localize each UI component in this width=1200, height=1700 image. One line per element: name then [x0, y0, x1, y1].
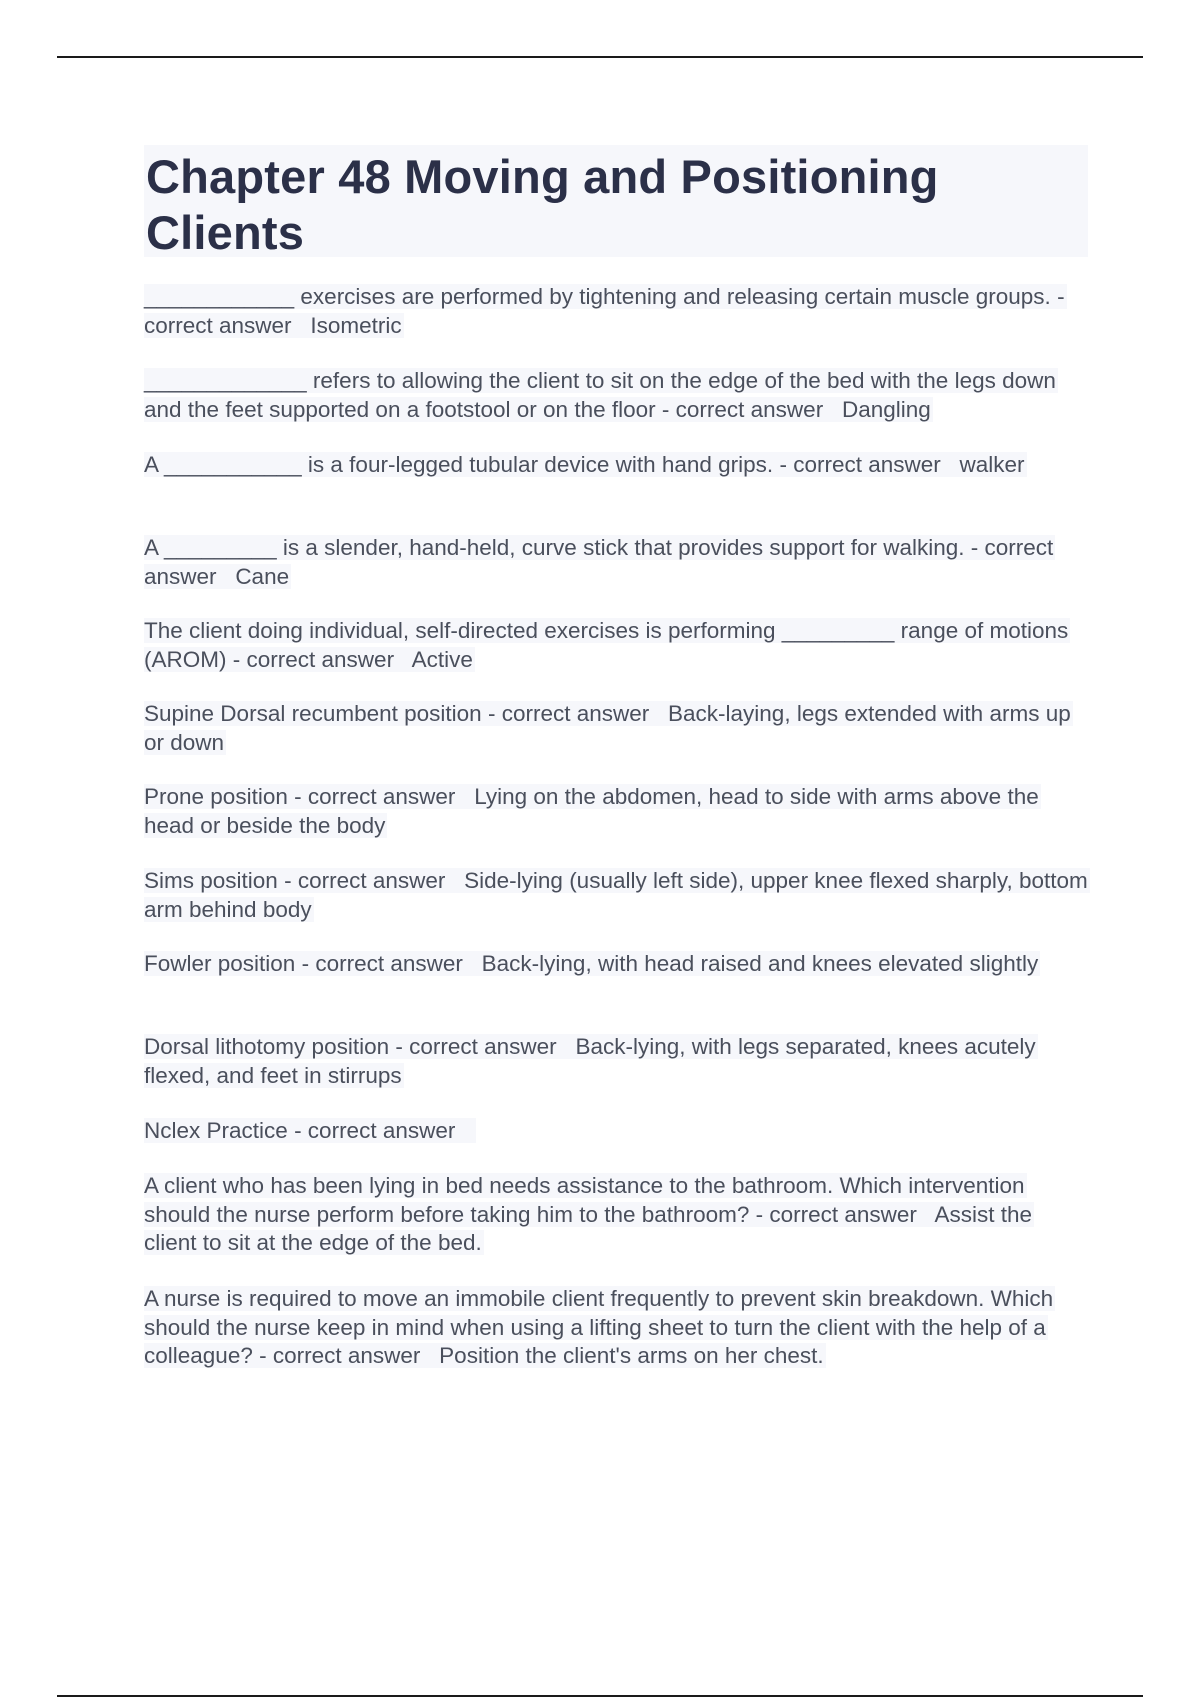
qa-answer: Position the client's arms on her chest.	[439, 1343, 824, 1368]
qa-question: The client doing individual, self-directed exercises is performing _________ range of motions (AROM)	[144, 618, 1069, 672]
qa-question: Prone position	[144, 784, 288, 809]
qa-item	[144, 1285, 1090, 1371]
qa-question: A client who has been lying in bed needs assistance to the bathroom. Which intervention should the nurse perform before taking him to the bathroom?	[144, 1173, 1025, 1227]
qa-item	[144, 283, 1090, 340]
top-rule	[57, 56, 1143, 58]
qa-marker: - correct answer	[779, 452, 941, 477]
qa-answer: Back-laying, legs extended with arms up or down	[144, 701, 1071, 755]
qa-question: ____________ exercises are performed by tightening and releasing certain muscle groups.	[144, 284, 1051, 309]
qa-answer: Side-lying (usually left side), upper knee flexed sharply, bottom arm behind body	[144, 868, 1088, 922]
qa-question: Sims position	[144, 868, 278, 893]
qa-item	[144, 367, 1090, 424]
qa-item	[144, 1033, 1090, 1090]
qa-question: A ___________ is a four-legged tubular device with hand grips.	[144, 452, 774, 477]
qa-answer: Isometric	[310, 312, 402, 338]
qa-item	[144, 451, 1090, 480]
qa-marker: - correct answer	[487, 701, 650, 726]
qa-answer: Active	[411, 646, 473, 672]
qa-marker: - correct answer	[259, 1343, 421, 1368]
qa-marker: - correct answer	[301, 951, 463, 976]
qa-answer: Dangling	[841, 396, 931, 422]
page-title: Chapter 48 Moving and Positioning Clients	[146, 150, 939, 259]
qa-item	[144, 1117, 1090, 1146]
qa-question: A nurse is required to move an immobile client frequently to prevent skin breakdown. Which should the nurse keep in mind when using a lifting sheet to turn the client with the help of a colleague?	[144, 1286, 1054, 1368]
qa-item	[144, 534, 1090, 591]
qa-marker: - correct answer	[755, 1201, 917, 1227]
qa-marker: - correct answer	[395, 1034, 557, 1059]
qa-marker: - correct answer	[144, 284, 1065, 338]
qa-question: Dorsal lithotomy position	[144, 1034, 390, 1059]
qa-answer: walker	[959, 452, 1025, 477]
qa-item	[144, 867, 1090, 924]
qa-answer: Cane	[235, 563, 290, 589]
qa-answer: Assist the client to sit at the edge of the bed.	[144, 1201, 1032, 1255]
qa-item	[144, 617, 1090, 674]
qa-question: Fowler position	[144, 951, 296, 976]
qa-answer: Lying on the abdomen, head to side with arms above the head or beside the body	[144, 784, 1039, 838]
qa-question: _____________ refers to allowing the client to sit on the edge of the bed with the legs down and the feet supported on a footstool or on the floor	[144, 368, 1056, 422]
title-block	[144, 145, 1088, 257]
qa-question: A _________ is a slender, hand-held, curve stick that provides support for walking.	[144, 535, 965, 560]
qa-answer: Back-lying, with legs separated, knees acutely flexed, and feet in stirrups	[144, 1034, 1036, 1088]
bottom-rule	[57, 1695, 1143, 1697]
qa-question: Supine Dorsal recumbent position	[144, 701, 482, 726]
qa-marker: - correct answer	[232, 646, 395, 672]
qa-marker: - correct answer	[661, 396, 824, 422]
qa-item	[144, 783, 1090, 840]
qa-item	[144, 1172, 1090, 1258]
qa-item	[144, 700, 1090, 757]
qa-marker: - correct answer	[284, 868, 446, 893]
qa-marker: - correct answer	[144, 535, 1054, 589]
qa-marker: - correct answer	[294, 784, 456, 809]
qa-item	[144, 950, 1090, 979]
qa-question: Nclex Practice	[144, 1118, 288, 1143]
qa-marker: - correct answer	[294, 1118, 456, 1143]
qa-answer: Back-lying, with head raised and knees elevated slightly	[481, 951, 1039, 976]
